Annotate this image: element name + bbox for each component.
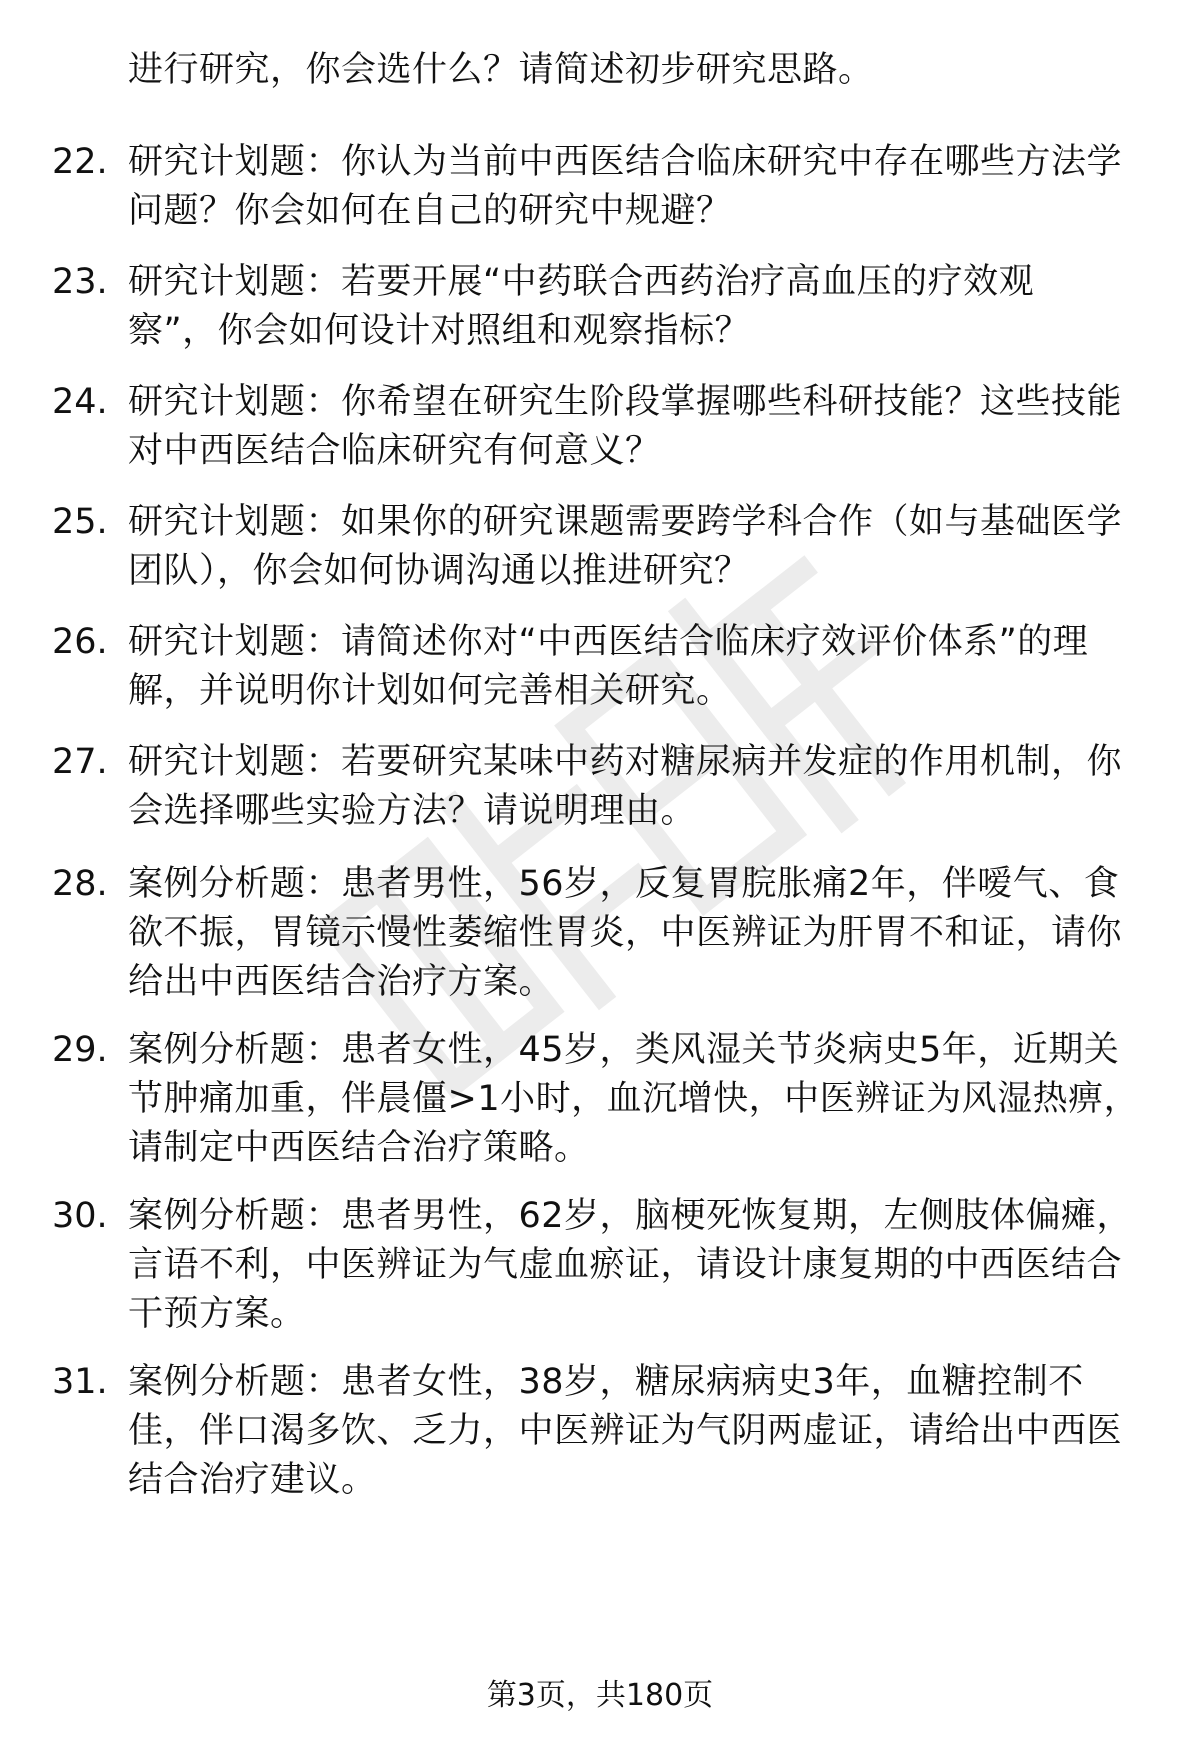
question-text-line: 察”，你会如何设计对照组和观察指标？ xyxy=(128,311,751,351)
question-text-line: 干预方案。 xyxy=(128,1294,306,1334)
question-text-line: 请制定中西医结合治疗策略。 xyxy=(128,1128,590,1168)
question-text-line: 案例分析题：患者女性，38岁，糖尿病病史3年，血糖控制不 xyxy=(128,1362,1084,1402)
question-text-line: 问题？你会如何在自己的研究中规避？ xyxy=(128,191,732,231)
continuation-text: 进行研究，你会选什么？请简述初步研究思路。 xyxy=(128,50,874,90)
page-footer: 第3页，共180页 xyxy=(486,1678,714,1713)
question-text-line: 给出中西医结合治疗方案。 xyxy=(128,962,555,1002)
question-number: 29. xyxy=(52,1030,108,1070)
question-text-line: 案例分析题：患者女性，45岁，类风湿关节炎病史5年，近期关 xyxy=(128,1030,1120,1070)
question-text-line: 团队），你会如何协调沟通以推进研究？ xyxy=(128,551,750,591)
question-text-line: 解，并说明你计划如何完善相关研究。 xyxy=(128,671,732,711)
question-text-line: 言语不利，中医辨证为气虚血瘀证，请设计康复期的中西医结合 xyxy=(128,1245,1123,1285)
question-number: 30. xyxy=(52,1196,108,1236)
question-text-line: 研究计划题：你认为当前中西医结合临床研究中存在哪些方法学 xyxy=(128,142,1123,182)
question-text-line: 会选择哪些实验方法？请说明理由。 xyxy=(128,791,697,831)
question-text-line: 研究计划题：若要研究某味中药对糖尿病并发症的作用机制，你 xyxy=(128,742,1123,782)
question-number: 24. xyxy=(52,382,108,422)
question-text-line: 研究计划题：请简述你对“中西医结合临床疗效评价体系”的理 xyxy=(128,622,1089,662)
question-text-line: 节肿痛加重，伴晨僵>1小时，血沉增快，中医辨证为风湿热痹， xyxy=(128,1079,1140,1119)
question-text-line: 欲不振，胃镜示慢性萎缩性胃炎，中医辨证为肝胃不和证，请你 xyxy=(128,913,1123,953)
question-text-line: 对中西医结合临床研究有何意义？ xyxy=(128,431,661,471)
question-text-line: 案例分析题：患者男性，56岁，反复胃脘胀痛2年，伴嗳气、食 xyxy=(128,864,1120,904)
question-number: 28. xyxy=(52,864,108,904)
question-number: 22. xyxy=(52,142,108,182)
question-number: 23. xyxy=(52,262,108,302)
question-text-line: 佳，伴口渴多饮、乏力，中医辨证为气阴两虚证，请给出中西医 xyxy=(128,1411,1123,1451)
question-number: 26. xyxy=(52,622,108,662)
question-number: 25. xyxy=(52,502,108,542)
question-text-line: 案例分析题：患者男性，62岁，脑梗死恢复期，左侧肢体偏瘫， xyxy=(128,1196,1133,1236)
question-number: 27. xyxy=(52,742,108,782)
question-text-line: 研究计划题：你希望在研究生阶段掌握哪些科研技能？这些技能 xyxy=(128,382,1123,422)
question-text-line: 研究计划题：如果你的研究课题需要跨学科合作（如与基础医学 xyxy=(128,502,1123,542)
question-text-line: 结合治疗建议。 xyxy=(128,1460,377,1500)
question-number: 31. xyxy=(52,1362,108,1402)
question-text-line: 研究计划题：若要开展“中药联合西药治疗高血压的疗效观 xyxy=(128,262,1035,302)
